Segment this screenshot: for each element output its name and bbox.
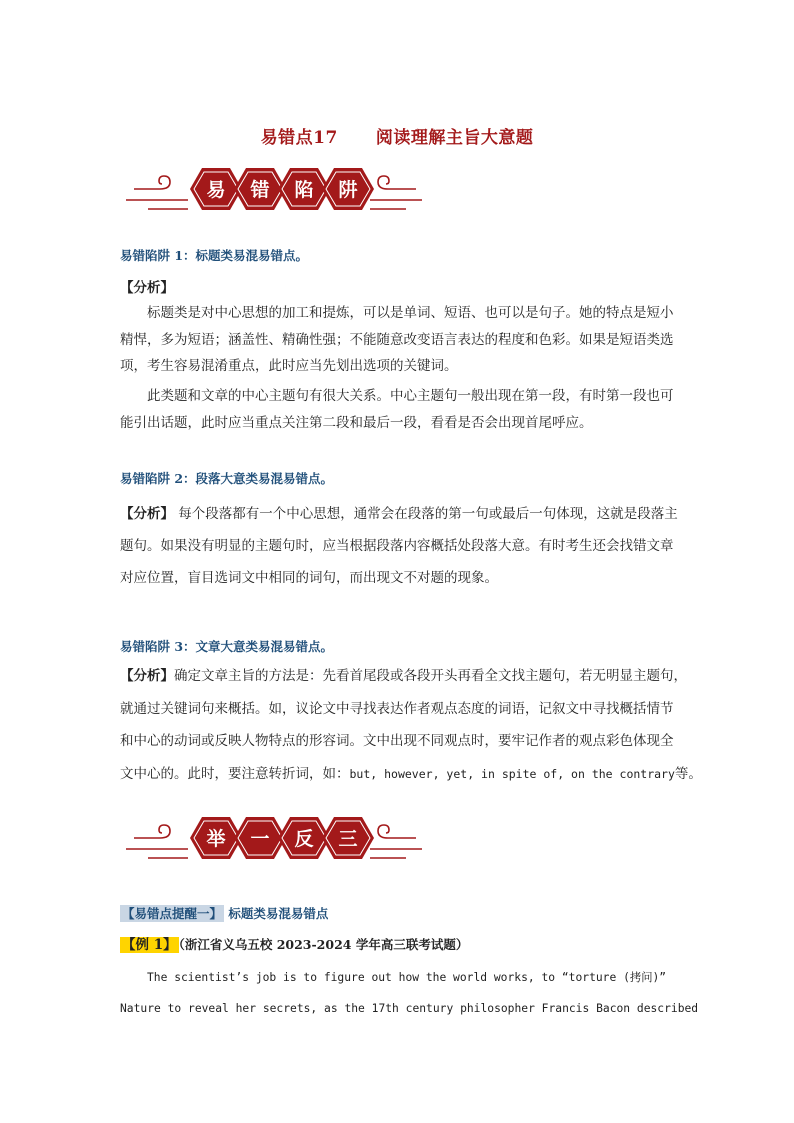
right-swirl-icon [370,825,422,858]
left-swirl-icon [126,825,188,858]
title-number: 易错点17 [260,128,338,148]
banner-char: 反 [294,828,314,850]
text-line: 题句。如果没有明显的主题句时，应当根据段落内容概括处段落大意。有时考生还会找错文章 [120,538,674,554]
banner-pitfalls-graphic [126,160,422,218]
text-line: 标题类是对中心思想的加工和提炼，可以是单词、短语、也可以是句子。她的特点是短小 [147,305,674,321]
banner-char: 阱 [338,179,358,201]
passage-line: The scientist’s job is to figure out how the world works, to “torture (拷问)” [147,971,667,984]
section-1-para-1 [120,300,700,380]
example-heading [120,932,468,959]
section-3-body [120,660,705,790]
banner-char: 三 [338,828,358,850]
reminder-row [120,903,328,922]
banner-pitfalls [126,160,422,218]
title-text: 阅读理解主旨大意题 [375,128,534,148]
left-swirl-icon [126,176,188,209]
reminder-text: 标题类易混易错点 [224,906,329,921]
example-tag: 【例 1】 [122,937,177,953]
section-1-label: 【分析】 [120,280,174,296]
text-line: 项，考生容易混淆重点，此时应当先划出选项的关键词。 [120,358,458,374]
hex-4 [322,168,374,210]
section-2-heading: 易错陷阱 2：段落大意类易混易错点。 [120,471,334,486]
page-title [0,123,794,148]
banner-char: 一 [250,828,270,850]
text-line: 等。 [674,765,702,782]
text-line: 能引出话题，此时应当重点关注第二段和最后一段，看看是否会出现首尾呼应。 [120,414,593,431]
example-source: （浙江省义乌五校 2023-2024 学年高三联考试题） [178,937,469,952]
section-3-label: 【分析】 [120,668,174,684]
text-line: 此类题和文章的中心主题句有很大关系。中心主题句一般出现在第一段，有时第一段也可 [147,388,674,404]
text-line: 对应位置，盲目选词文中相同的词句，而出现文不对题的现象。 [120,570,498,586]
banner-char: 举 [206,828,226,850]
passage-line: Nature to reveal her secrets, as the 17th century philosopher Francis Bacon described [120,1002,699,1015]
text-line: 文中心的。此时，要注意转折词，如： [120,765,350,782]
section-1-heading: 易错陷阱 1：标题类易混易错点。 [120,248,309,263]
section-2-body [120,498,700,594]
section-1-para-2 [120,383,700,436]
banner-char: 易 [206,179,226,201]
banner-char: 陷 [294,179,314,201]
right-swirl-icon [370,176,422,209]
banner-char: 错 [250,179,270,201]
text-line: 确定文章主旨的方法是：先看首尾段或各段开头再看全文找主题句，若无明显主题句， [174,668,687,684]
text-line: 精悍，多为短语；涵盖性、精确性强；不能随意改变语言表达的程度和色彩。如果是短语类选 [120,331,674,348]
banner-practice [126,809,422,867]
section-2-label: 【分析】 [120,506,174,522]
reminder-tag: 【易错点提醒一】 [122,906,223,921]
example-passage [120,962,705,1024]
hex-4 [322,817,374,859]
text-line: 就通过关键词句来概括。如，议论文中寻找表达作者观点态度的词语，记叙文中寻找概括情节 [120,700,674,717]
section-3-heading: 易错陷阱 3：文章大意类易混易错点。 [120,639,334,654]
transition-words: but, however, yet, in spite of, on the contrary [349,766,675,781]
text-line: 和中心的动词或反映人物特点的形容词。文中出现不同观点时，要牢记作者的观点彩色体现全 [120,733,674,749]
text-line: 每个段落都有一个中心思想，通常会在段落的第一句或最后一句体现，这就是段落主 [174,506,678,522]
banner-practice-graphic [126,809,422,867]
